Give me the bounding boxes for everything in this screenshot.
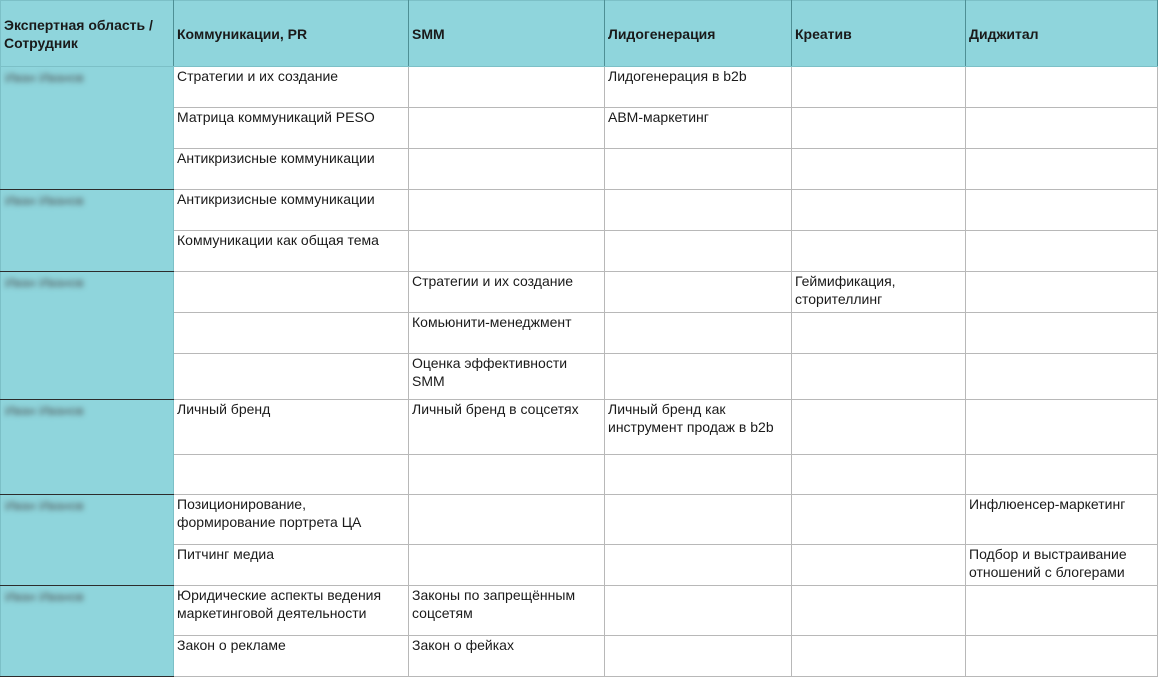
table-cell[interactable]	[792, 231, 966, 272]
table-cell[interactable]	[605, 636, 792, 677]
table-cell[interactable]: Геймификация, сторителлинг	[792, 272, 966, 313]
table-cell[interactable]: Закон о фейках	[409, 636, 605, 677]
table-cell[interactable]: Комьюнити-менеджмент	[409, 313, 605, 354]
table-cell[interactable]	[605, 545, 792, 586]
table-cell[interactable]: Личный бренд как инструмент продаж в b2b	[605, 400, 792, 455]
table-cell[interactable]	[174, 455, 409, 495]
table-cell[interactable]	[966, 67, 1158, 108]
table-cell[interactable]	[174, 272, 409, 313]
table-row	[1, 400, 1158, 455]
table-cell[interactable]: Юридические аспекты ведения маркетинговой деятельности	[174, 586, 409, 636]
employee-cell[interactable]	[1, 67, 174, 190]
table-row	[1, 495, 1158, 545]
table-cell[interactable]	[792, 149, 966, 190]
table-cell[interactable]: Коммуникации как общая тема	[174, 231, 409, 272]
table-cell[interactable]	[605, 495, 792, 545]
table-cell[interactable]	[966, 108, 1158, 149]
table-cell[interactable]	[792, 108, 966, 149]
table-cell[interactable]	[966, 636, 1158, 677]
employee-cell[interactable]	[1, 190, 174, 272]
employee-name-blurred: Иван Иванов	[5, 589, 84, 604]
table-cell[interactable]	[605, 149, 792, 190]
table-row	[1, 636, 1158, 677]
table-cell[interactable]	[966, 272, 1158, 313]
header-col-digital[interactable]: Диджитал	[966, 1, 1158, 67]
table-cell[interactable]: Подбор и выстраивание отношений с блогерами	[966, 545, 1158, 586]
table-cell[interactable]	[792, 313, 966, 354]
header-col-smm[interactable]: SMM	[409, 1, 605, 67]
header-col-creative[interactable]: Креатив	[792, 1, 966, 67]
table-cell[interactable]	[966, 149, 1158, 190]
table-cell[interactable]	[605, 313, 792, 354]
table-cell[interactable]	[174, 313, 409, 354]
table-cell[interactable]	[792, 400, 966, 455]
table-cell[interactable]	[966, 190, 1158, 231]
table-row	[1, 67, 1158, 108]
table-cell[interactable]	[409, 190, 605, 231]
table-row	[1, 108, 1158, 149]
header-row	[1, 1, 1158, 67]
table-row	[1, 313, 1158, 354]
table-cell[interactable]	[966, 313, 1158, 354]
table-row	[1, 272, 1158, 313]
table-cell[interactable]: Лидогенерация в b2b	[605, 67, 792, 108]
table-row	[1, 190, 1158, 231]
table-row	[1, 455, 1158, 495]
employee-cell[interactable]	[1, 400, 174, 495]
table-row	[1, 545, 1158, 586]
employee-name-blurred: Иван Иванов	[5, 403, 84, 418]
table-cell[interactable]	[966, 400, 1158, 455]
table-cell[interactable]	[409, 455, 605, 495]
header-col-lead-generation[interactable]: Лидогенерация	[605, 1, 792, 67]
employee-name-blurred: Иван Иванов	[5, 275, 84, 290]
table-cell[interactable]	[409, 231, 605, 272]
employee-cell[interactable]	[1, 586, 174, 677]
table-cell[interactable]	[409, 545, 605, 586]
table-row	[1, 231, 1158, 272]
table-cell[interactable]	[605, 354, 792, 400]
table-cell[interactable]: Инфлюенсер-маркетинг	[966, 495, 1158, 545]
table-cell[interactable]	[792, 636, 966, 677]
employee-cell[interactable]	[1, 495, 174, 586]
table-cell[interactable]	[966, 586, 1158, 636]
table-cell[interactable]	[792, 455, 966, 495]
table-cell[interactable]	[409, 149, 605, 190]
table-cell[interactable]	[966, 231, 1158, 272]
table-cell[interactable]: Стратегии и их создание	[174, 67, 409, 108]
table-cell[interactable]	[605, 455, 792, 495]
employee-name-blurred: Иван Иванов	[5, 70, 84, 85]
table-cell[interactable]	[966, 455, 1158, 495]
table-cell[interactable]	[792, 545, 966, 586]
employee-name-blurred: Иван Иванов	[5, 193, 84, 208]
table-cell[interactable]	[174, 354, 409, 400]
table-cell[interactable]	[792, 190, 966, 231]
table-cell[interactable]	[966, 354, 1158, 400]
table-cell[interactable]: Антикризисные коммуникации	[174, 190, 409, 231]
table-row	[1, 149, 1158, 190]
table-cell[interactable]: Закон о рекламе	[174, 636, 409, 677]
table-cell[interactable]	[792, 495, 966, 545]
table-cell[interactable]	[605, 190, 792, 231]
employee-name-blurred: Иван Иванов	[5, 498, 84, 513]
table-cell[interactable]: Стратегии и их создание	[409, 272, 605, 313]
table-cell[interactable]	[605, 231, 792, 272]
table-cell[interactable]: Матрица коммуникаций PESO	[174, 108, 409, 149]
table-cell[interactable]	[605, 586, 792, 636]
table-cell[interactable]: Оценка эффективности SMM	[409, 354, 605, 400]
table-row	[1, 354, 1158, 400]
table-cell[interactable]	[792, 586, 966, 636]
table-cell[interactable]: Законы по запрещённым соцсетям	[409, 586, 605, 636]
table-cell[interactable]	[605, 272, 792, 313]
table-cell[interactable]	[409, 108, 605, 149]
table-cell[interactable]: Питчинг медиа	[174, 545, 409, 586]
table-cell[interactable]: ABM-маркетинг	[605, 108, 792, 149]
employee-cell[interactable]	[1, 272, 174, 400]
table-cell[interactable]: Личный бренд в соцсетях	[409, 400, 605, 455]
table-cell[interactable]	[409, 67, 605, 108]
table-row	[1, 586, 1158, 636]
table-cell[interactable]: Антикризисные коммуникации	[174, 149, 409, 190]
table-cell[interactable]	[792, 354, 966, 400]
table-cell[interactable]	[792, 67, 966, 108]
header-col-communications-pr[interactable]: Коммуникации, PR	[174, 1, 409, 67]
table-cell[interactable]	[409, 495, 605, 545]
table-cell[interactable]: Личный бренд	[174, 400, 409, 455]
table-cell[interactable]: Позиционирование, формирование портрета ЦА	[174, 495, 409, 545]
header-corner[interactable]: Экспертная область / Сотрудник	[1, 1, 174, 67]
